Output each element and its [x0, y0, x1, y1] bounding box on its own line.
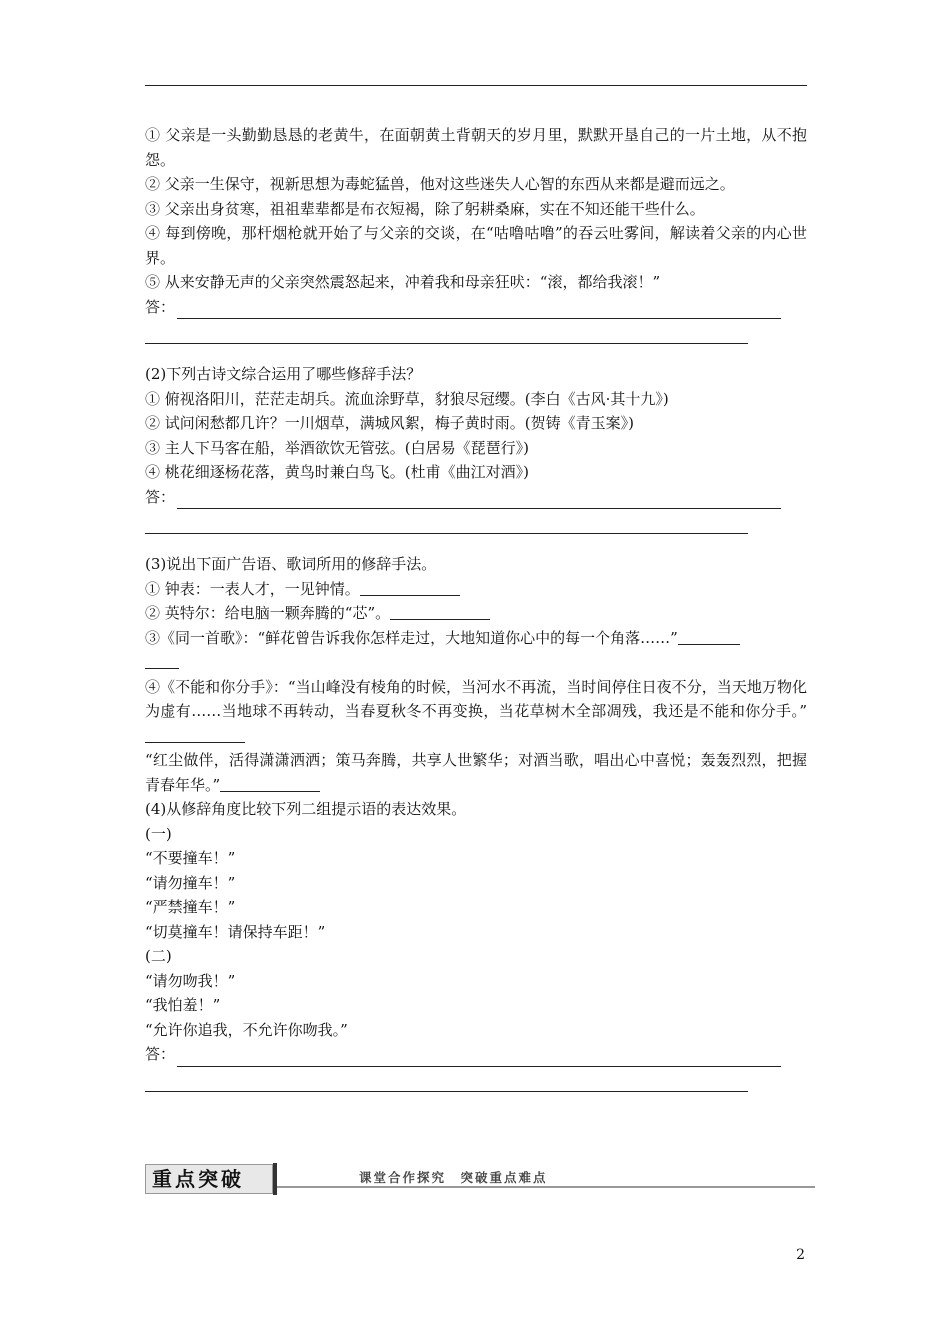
q3-item-2	[145, 601, 807, 626]
q2-title: (2)下列古诗文综合运用了哪些修辞手法？	[145, 365, 422, 383]
q2-item-2: ② 试问闲愁都几许？一川烟草，满城风絮，梅子黄时雨。(贺铸《青玉案》)	[145, 414, 634, 432]
q3-item-4-text: ④《不能和你分手》：“当山峰没有棱角的时候，当河水不再流，当时间停住日夜不分，当天地万物化为虚有……当地球不再转动，当春夏秋冬不再变换，当花草树木全部凋残，我还是不能和你分手。”	[145, 677, 807, 720]
fill-blank[interactable]	[678, 629, 740, 645]
document-body	[145, 123, 807, 1110]
fill-blank[interactable]	[360, 580, 460, 596]
section-bar	[273, 1163, 277, 1195]
q4-group2-item: “我怕羞！”	[145, 996, 221, 1014]
answer-line[interactable]	[177, 1049, 781, 1067]
q4-group2-item: “允许你追我，不允许你吻我。”	[145, 1020, 348, 1039]
q2-item-3: ③ 主人下马客在船，举酒欲饮无管弦。(白居易《琵琶行》)	[145, 438, 529, 457]
answer-line[interactable]	[177, 301, 781, 319]
q4-group1-item: “切莫撞车！请保持车距！”	[145, 922, 326, 941]
q4-group1-item: “不要撞车！”	[145, 849, 236, 867]
q4-group1-item: “严禁撞车！”	[145, 898, 236, 916]
answer-label: 答：	[145, 1045, 176, 1063]
answer-line-2[interactable]	[145, 1091, 748, 1092]
q3-item-5-text: “红尘做伴，活得潇潇洒洒；策马奔腾，共享人世繁华；对酒当歌，唱出心中喜悦；轰轰烈烈，把握青春年华。”	[145, 751, 807, 794]
q2-answer	[145, 485, 807, 510]
q1-item-2: ② 父亲一生保守，视新思想为毒蛇猛兽，他对这些迷失人心智的东西从来都是避而远之。	[145, 175, 735, 193]
fill-blank[interactable]	[145, 727, 245, 743]
answer-line-2[interactable]	[145, 343, 748, 344]
q3-item-5	[145, 748, 807, 797]
section-badge: 重点突破	[145, 1164, 273, 1194]
q3-item-3-text: ③《同一首歌》：“鲜花曾告诉我你怎样走过，大地知道你心中的每一个角落……”	[145, 628, 678, 647]
q1-item-1: ① 父亲是一头勤勤恳恳的老黄牛，在面朝黄土背朝天的岁月里，默默开垦自己的一片土地，从不抱怨。	[145, 126, 807, 169]
fill-blank[interactable]	[390, 604, 490, 620]
section-underline	[277, 1186, 815, 1188]
q4-group1-label: (一)	[145, 824, 172, 843]
q3-title: (3)说出下面广告语、歌词所用的修辞手法。	[145, 555, 437, 573]
fill-blank[interactable]	[145, 653, 179, 669]
q4-title: (4)从修辞角度比较下列二组提示语的表达效果。	[145, 800, 467, 818]
fill-blank[interactable]	[220, 776, 320, 792]
q1-item-3: ③ 父亲出身贫寒，祖祖辈辈都是布衣短褐，除了躬耕桑麻，实在不知还能干些什么。	[145, 199, 705, 218]
answer-label: 答：	[145, 297, 176, 316]
answer-line[interactable]	[177, 491, 781, 509]
q4-group2-item: “请勿吻我！”	[145, 971, 236, 990]
answer-line-2[interactable]	[145, 533, 748, 534]
q1-answer	[145, 295, 807, 320]
q3-item-1-text: ① 钟表：一表人才，一见钟情。	[145, 579, 360, 598]
top-rule	[145, 85, 807, 86]
q4-answer	[145, 1042, 807, 1067]
q3-item-1	[145, 577, 807, 602]
section-banner	[145, 1162, 815, 1196]
q1-item-5: ⑤ 从来安静无声的父亲突然震怒起来，冲着我和母亲狂吠：“滚，都给我滚！”	[145, 273, 661, 291]
q4-group1-item: “请勿撞车！”	[145, 873, 236, 892]
page-number: 2	[796, 1247, 805, 1263]
q4-group2-label: (二)	[145, 947, 172, 965]
q3-item-3	[145, 626, 807, 675]
answer-label: 答：	[145, 487, 176, 506]
section-subtitle: 课堂合作探究 突破重点难点	[359, 1170, 548, 1185]
q1-item-4: ④ 每到傍晚，那杆烟枪就开始了与父亲的交谈，在“咕噜咕噜”的吞云吐雾间，解读着父亲的内心世界。	[145, 224, 807, 267]
q3-item-2-text: ② 英特尔：给电脑一颗奔腾的“芯”。	[145, 604, 391, 622]
q2-item-4: ④ 桃花细逐杨花落，黄鸟时兼白鸟飞。(杜甫《曲江对酒》)	[145, 463, 529, 481]
q2-item-1: ① 俯视洛阳川，茫茫走胡兵。流血涂野草，豺狼尽冠缨。(李白《古风·其十九》)	[145, 389, 669, 408]
q3-item-4	[145, 675, 807, 749]
